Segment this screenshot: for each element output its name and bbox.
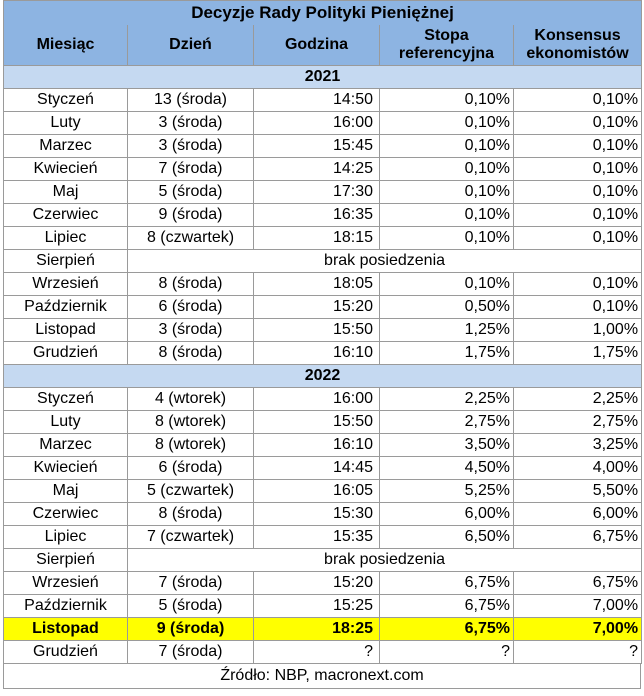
cell-month: Październik	[4, 296, 128, 319]
cell-note: brak posiedzenia	[128, 549, 642, 572]
cell-consensus: 1,75%	[514, 342, 642, 365]
cell-day: 9 (środa)	[128, 618, 254, 641]
cell-month: Sierpień	[4, 549, 128, 572]
cell-month: Styczeń	[4, 388, 128, 411]
cell-time: 16:00	[254, 388, 380, 411]
table-row	[4, 618, 642, 641]
cell-consensus: 0,10%	[514, 227, 642, 250]
cell-rate: 6,00%	[380, 503, 514, 526]
cell-day: 6 (środa)	[128, 296, 254, 319]
table-row	[4, 434, 642, 457]
cell-day: 8 (wtorek)	[128, 411, 254, 434]
cell-consensus: 0,10%	[514, 181, 642, 204]
cell-consensus: 0,10%	[514, 204, 642, 227]
cell-month: Październik	[4, 595, 128, 618]
cell-month: Lipiec	[4, 526, 128, 549]
cell-day: 8 (czwartek)	[128, 227, 254, 250]
cell-consensus: 0,10%	[514, 158, 642, 181]
cell-month: Listopad	[4, 319, 128, 342]
cell-rate: 4,50%	[380, 457, 514, 480]
cell-consensus: 2,75%	[514, 411, 642, 434]
cell-rate: 0,10%	[380, 227, 514, 250]
cell-time: 15:50	[254, 319, 380, 342]
cell-time: 18:05	[254, 273, 380, 296]
cell-month: Wrzesień	[4, 572, 128, 595]
cell-month: Wrzesień	[4, 273, 128, 296]
header-consensus-line2: ekonomistów	[526, 45, 629, 62]
decisions-table	[3, 0, 642, 664]
cell-month: Grudzień	[4, 641, 128, 664]
cell-time: 18:15	[254, 227, 380, 250]
cell-day: 6 (środa)	[128, 457, 254, 480]
cell-consensus: 0,10%	[514, 135, 642, 158]
cell-rate: 1,75%	[380, 342, 514, 365]
cell-consensus: 6,75%	[514, 526, 642, 549]
cell-time: 15:25	[254, 595, 380, 618]
year-label: 2022	[4, 365, 642, 388]
cell-time: 17:30	[254, 181, 380, 204]
cell-day: 3 (środa)	[128, 135, 254, 158]
cell-consensus: 7,00%	[514, 595, 642, 618]
cell-rate: ?	[380, 641, 514, 664]
cell-consensus: 7,00%	[514, 618, 642, 641]
header-consensus-line1: Konsensus	[534, 27, 621, 44]
cell-day: 5 (środa)	[128, 595, 254, 618]
table-row	[4, 388, 642, 411]
cell-time: 15:45	[254, 135, 380, 158]
table-row	[4, 112, 642, 135]
cell-rate: 6,50%	[380, 526, 514, 549]
cell-day: 3 (środa)	[128, 319, 254, 342]
cell-time: 14:50	[254, 89, 380, 112]
cell-day: 7 (środa)	[128, 572, 254, 595]
table-row	[4, 457, 642, 480]
cell-month: Czerwiec	[4, 503, 128, 526]
table-row	[4, 641, 642, 664]
cell-rate: 2,25%	[380, 388, 514, 411]
year-row	[4, 66, 642, 89]
cell-day: 3 (środa)	[128, 112, 254, 135]
header-rate-line1: Stopa	[424, 27, 469, 44]
cell-consensus: 0,10%	[514, 89, 642, 112]
cell-time: 16:35	[254, 204, 380, 227]
header-time: Godzina	[254, 25, 380, 66]
cell-time: 16:00	[254, 112, 380, 135]
cell-rate: 0,10%	[380, 112, 514, 135]
cell-day: 7 (środa)	[128, 158, 254, 181]
table-row	[4, 526, 642, 549]
table-row	[4, 595, 642, 618]
table-title: Decyzje Rady Polityki Pieniężnej	[4, 1, 642, 26]
cell-month: Lipiec	[4, 227, 128, 250]
cell-month: Maj	[4, 480, 128, 503]
table-row	[4, 250, 642, 273]
table-row	[4, 572, 642, 595]
cell-month: Luty	[4, 411, 128, 434]
cell-rate: 0,50%	[380, 296, 514, 319]
cell-note: brak posiedzenia	[128, 250, 642, 273]
title-row	[4, 1, 642, 26]
cell-consensus: 6,00%	[514, 503, 642, 526]
header-rate	[380, 25, 514, 66]
year-label: 2021	[4, 66, 642, 89]
cell-month: Maj	[4, 181, 128, 204]
cell-time: 16:05	[254, 480, 380, 503]
cell-rate: 3,50%	[380, 434, 514, 457]
table-row	[4, 89, 642, 112]
cell-month: Listopad	[4, 618, 128, 641]
cell-day: 9 (środa)	[128, 204, 254, 227]
cell-month: Styczeń	[4, 89, 128, 112]
cell-day: 4 (wtorek)	[128, 388, 254, 411]
table-row	[4, 204, 642, 227]
cell-month: Kwiecień	[4, 457, 128, 480]
table-row	[4, 135, 642, 158]
cell-rate: 6,75%	[380, 595, 514, 618]
source-footer: Źródło: NBP, macronext.com	[3, 664, 641, 689]
cell-rate: 0,10%	[380, 158, 514, 181]
table-row	[4, 158, 642, 181]
cell-consensus: 2,25%	[514, 388, 642, 411]
table-row	[4, 549, 642, 572]
table-row	[4, 480, 642, 503]
cell-rate: 6,75%	[380, 572, 514, 595]
cell-rate: 0,10%	[380, 181, 514, 204]
cell-consensus: 4,00%	[514, 457, 642, 480]
table-row	[4, 411, 642, 434]
cell-rate: 6,75%	[380, 618, 514, 641]
cell-day: 8 (wtorek)	[128, 434, 254, 457]
table-row	[4, 296, 642, 319]
header-day: Dzień	[128, 25, 254, 66]
cell-day: 7 (czwartek)	[128, 526, 254, 549]
cell-time: 14:45	[254, 457, 380, 480]
header-row	[4, 25, 642, 66]
cell-day: 8 (środa)	[128, 273, 254, 296]
cell-rate: 2,75%	[380, 411, 514, 434]
cell-day: 5 (środa)	[128, 181, 254, 204]
cell-rate: 1,25%	[380, 319, 514, 342]
cell-month: Marzec	[4, 434, 128, 457]
cell-rate: 0,10%	[380, 89, 514, 112]
cell-time: 15:30	[254, 503, 380, 526]
cell-consensus: 5,50%	[514, 480, 642, 503]
table-row	[4, 227, 642, 250]
cell-time: 15:20	[254, 572, 380, 595]
cell-time: 18:25	[254, 618, 380, 641]
cell-consensus: 0,10%	[514, 296, 642, 319]
cell-consensus: 1,00%	[514, 319, 642, 342]
header-consensus	[514, 25, 642, 66]
cell-consensus: 3,25%	[514, 434, 642, 457]
cell-month: Marzec	[4, 135, 128, 158]
cell-month: Luty	[4, 112, 128, 135]
header-rate-line2: referencyjna	[398, 45, 495, 62]
table-row	[4, 319, 642, 342]
cell-time: 15:20	[254, 296, 380, 319]
cell-consensus: 0,10%	[514, 112, 642, 135]
cell-rate: 0,10%	[380, 273, 514, 296]
cell-time: ?	[254, 641, 380, 664]
cell-time: 15:50	[254, 411, 380, 434]
cell-day: 5 (czwartek)	[128, 480, 254, 503]
cell-day: 8 (środa)	[128, 503, 254, 526]
cell-day: 7 (środa)	[128, 641, 254, 664]
table-row	[4, 503, 642, 526]
cell-month: Sierpień	[4, 250, 128, 273]
cell-month: Kwiecień	[4, 158, 128, 181]
cell-month: Czerwiec	[4, 204, 128, 227]
year-row	[4, 365, 642, 388]
header-month: Miesiąc	[4, 25, 128, 66]
cell-time: 16:10	[254, 342, 380, 365]
cell-day: 13 (środa)	[128, 89, 254, 112]
cell-month: Grudzień	[4, 342, 128, 365]
cell-consensus: 0,10%	[514, 273, 642, 296]
cell-rate: 0,10%	[380, 204, 514, 227]
table-row	[4, 181, 642, 204]
table-row	[4, 273, 642, 296]
table-row	[4, 342, 642, 365]
cell-time: 16:10	[254, 434, 380, 457]
cell-day: 8 (środa)	[128, 342, 254, 365]
cell-time: 15:35	[254, 526, 380, 549]
cell-rate: 5,25%	[380, 480, 514, 503]
cell-rate: 0,10%	[380, 135, 514, 158]
cell-consensus: 6,75%	[514, 572, 642, 595]
cell-consensus: ?	[514, 641, 642, 664]
cell-time: 14:25	[254, 158, 380, 181]
